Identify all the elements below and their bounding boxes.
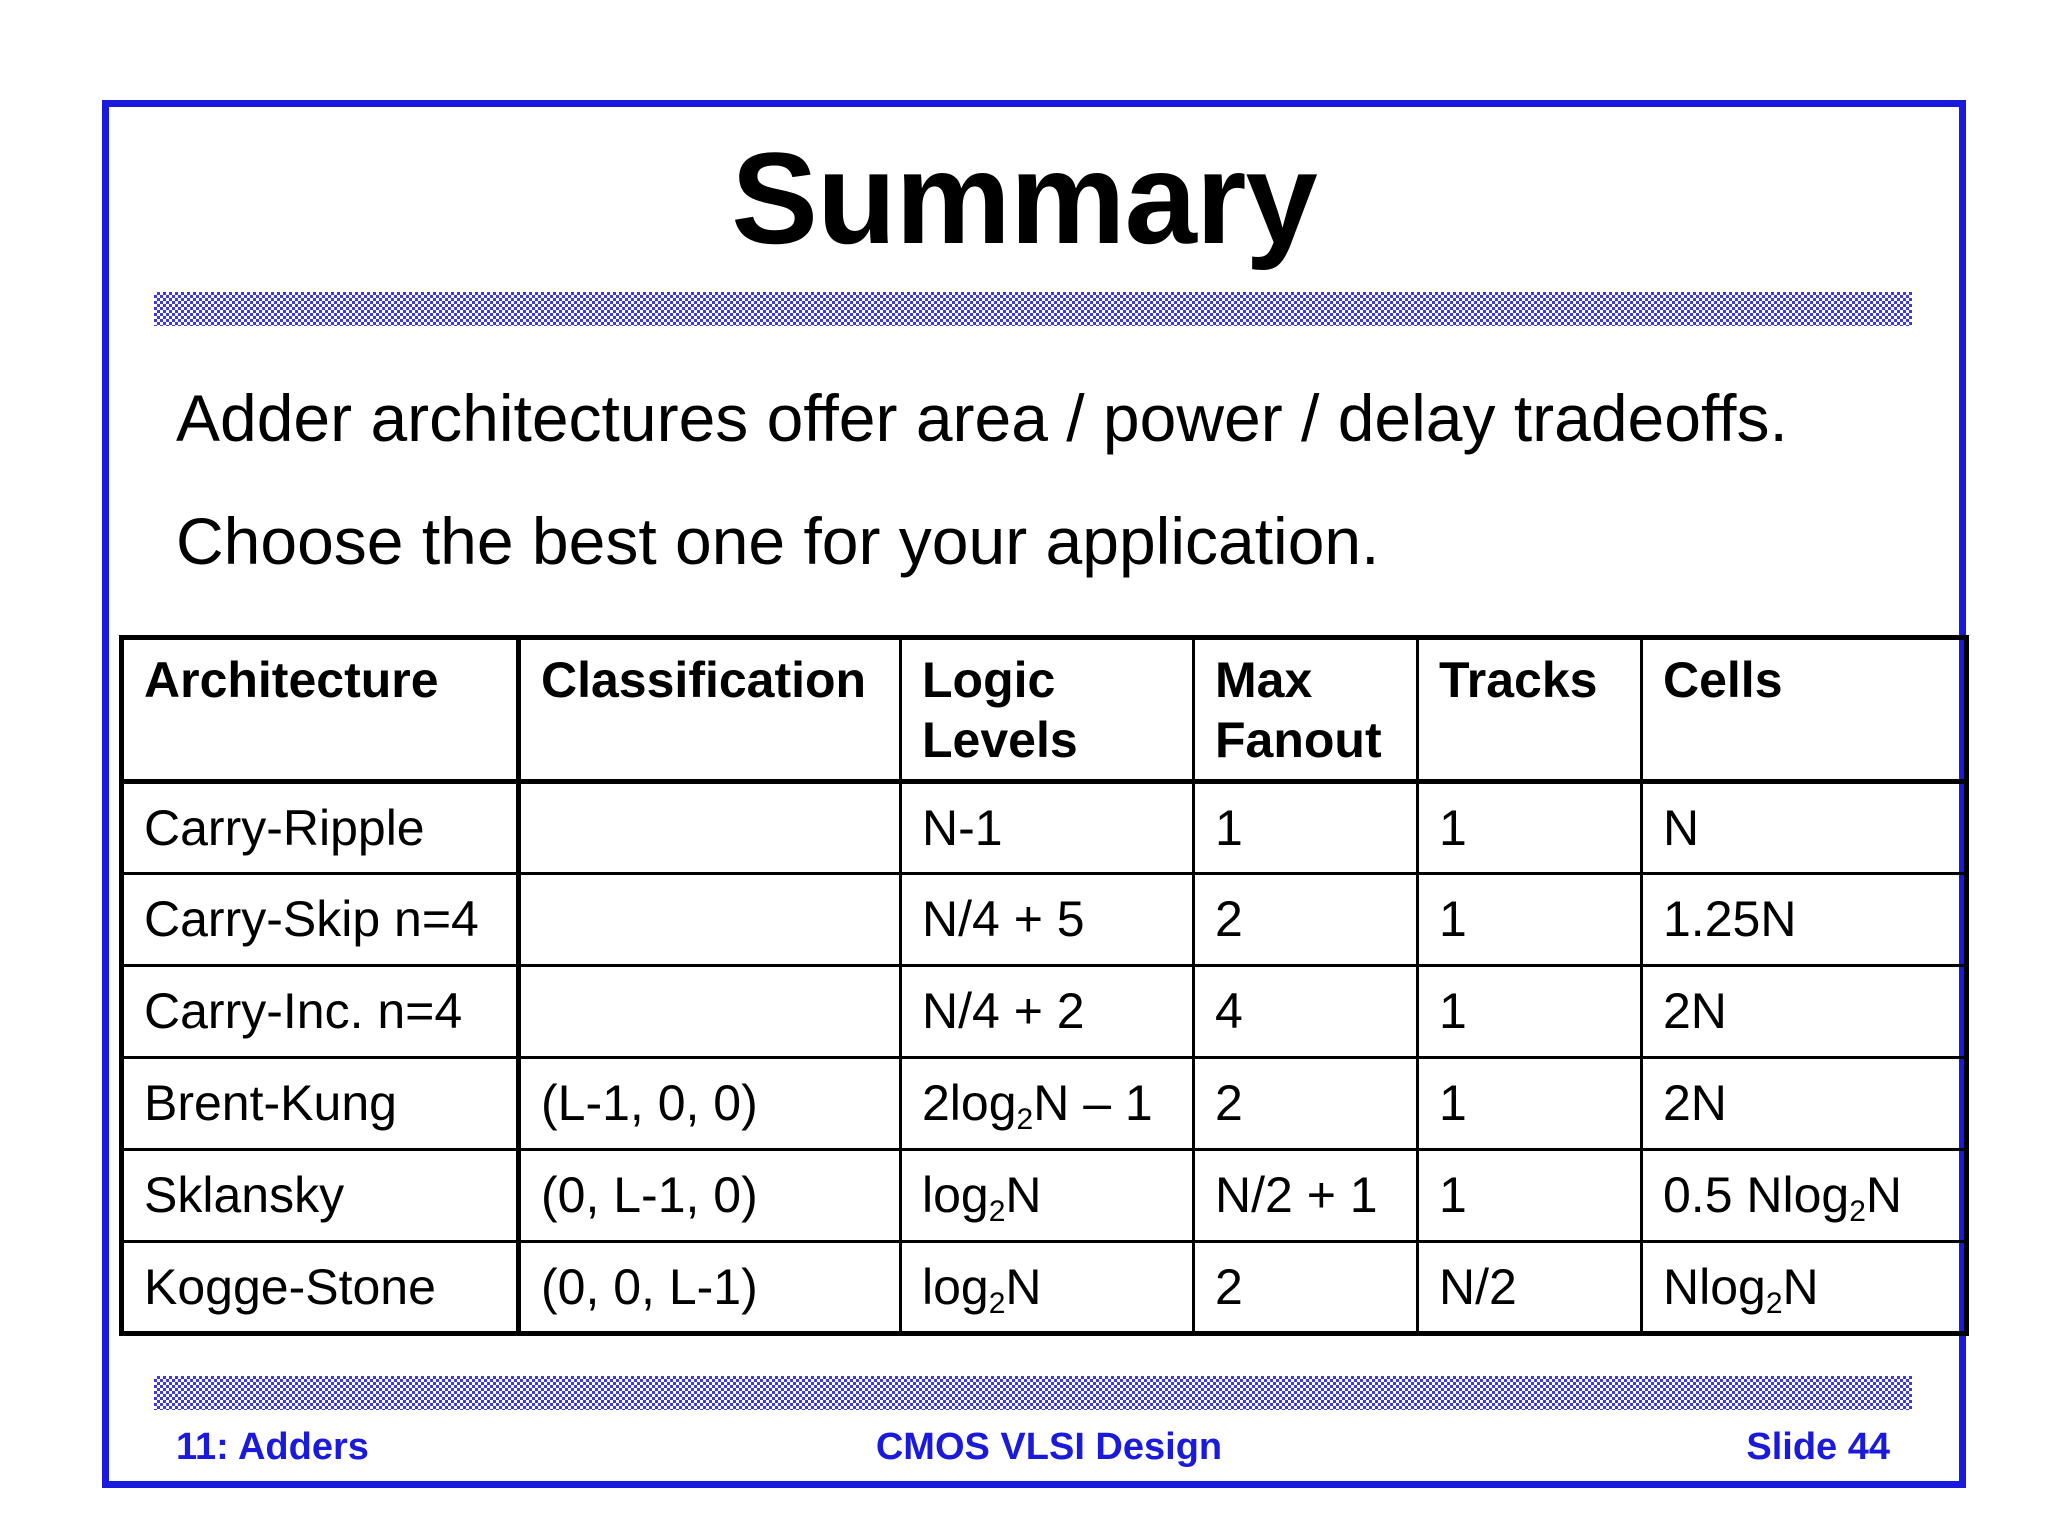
cell-tracks: 1 [1418, 874, 1642, 966]
cell-tracks: 1 [1418, 782, 1642, 874]
cell-architecture: Kogge-Stone [122, 1242, 519, 1334]
cell-architecture: Carry-Ripple [122, 782, 519, 874]
cell-cells: 0.5 Nlog$_2$N [1642, 1150, 1967, 1242]
cell-classification: (0, 0, L-1) [519, 1242, 901, 1334]
header-logic-levels: Logic Levels [901, 638, 1194, 782]
table-row [122, 1058, 1967, 1150]
header-classification: Classification [519, 638, 901, 782]
footer-chapter: 11: Adders [176, 1426, 369, 1468]
cell-classification [519, 874, 901, 966]
cell-max-fanout: 1 [1194, 782, 1418, 874]
header-tracks: Tracks [1418, 638, 1642, 782]
cell-architecture: Brent-Kung [122, 1058, 519, 1150]
footer-course-title: CMOS VLSI Design [875, 1426, 1223, 1468]
header-cells: Cells [1642, 638, 1967, 782]
cell-classification: (L-1, 0, 0) [519, 1058, 901, 1150]
cell-architecture: Carry-Skip n=4 [122, 874, 519, 966]
table-row [122, 966, 1967, 1058]
header-max-fanout: Max Fanout [1194, 638, 1418, 782]
table-row [122, 782, 1967, 874]
cell-logic-levels: N/4 + 5 [901, 874, 1194, 966]
cell-tracks: 1 [1418, 966, 1642, 1058]
cell-max-fanout: 2 [1194, 1242, 1418, 1334]
top-divider [154, 292, 1912, 326]
cell-logic-levels: $2\log_2N - 1$ [901, 1058, 1194, 1150]
cell-max-fanout: 2 [1194, 874, 1418, 966]
cell-max-fanout: N/2 + 1 [1194, 1150, 1418, 1242]
cell-cells: 2N [1642, 966, 1967, 1058]
cell-classification [519, 782, 901, 874]
cell-architecture: Sklansky [122, 1150, 519, 1242]
cell-architecture: Carry-Inc. n=4 [122, 966, 519, 1058]
cell-classification [519, 966, 901, 1058]
adder-summary-table [119, 635, 1969, 1336]
cell-tracks: N/2 [1418, 1242, 1642, 1334]
cell-cells: 2N [1642, 1058, 1967, 1150]
bottom-divider [154, 1376, 1912, 1410]
cell-cells: Nlog$_2$N [1642, 1242, 1967, 1334]
table-row [122, 1242, 1967, 1334]
cell-classification: (0, L-1, 0) [519, 1150, 901, 1242]
cell-tracks: 1 [1418, 1058, 1642, 1150]
cell-tracks: 1 [1418, 1150, 1642, 1242]
cell-logic-levels: $\log_2N$ [901, 1242, 1194, 1334]
cell-cells: N [1642, 782, 1967, 874]
cell-max-fanout: 2 [1194, 1058, 1418, 1150]
cell-cells: 1.25N [1642, 874, 1967, 966]
cell-max-fanout: 4 [1194, 966, 1418, 1058]
footer-slide-number: Slide 44 [1746, 1426, 1890, 1468]
bullet-text-2: Choose the best one for your application. [176, 504, 1380, 578]
slide-title: Summary [731, 125, 1317, 271]
table-row [122, 874, 1967, 966]
header-architecture: Architecture [122, 638, 519, 782]
bullet-text-1: Adder architectures offer area / power / delay tradeoffs. [176, 381, 1788, 455]
table-header-row [122, 638, 1967, 782]
cell-logic-levels: $\log_2N$ [901, 1150, 1194, 1242]
table-row [122, 1150, 1967, 1242]
cell-logic-levels: N/4 + 2 [901, 966, 1194, 1058]
cell-logic-levels: N-1 [901, 782, 1194, 874]
